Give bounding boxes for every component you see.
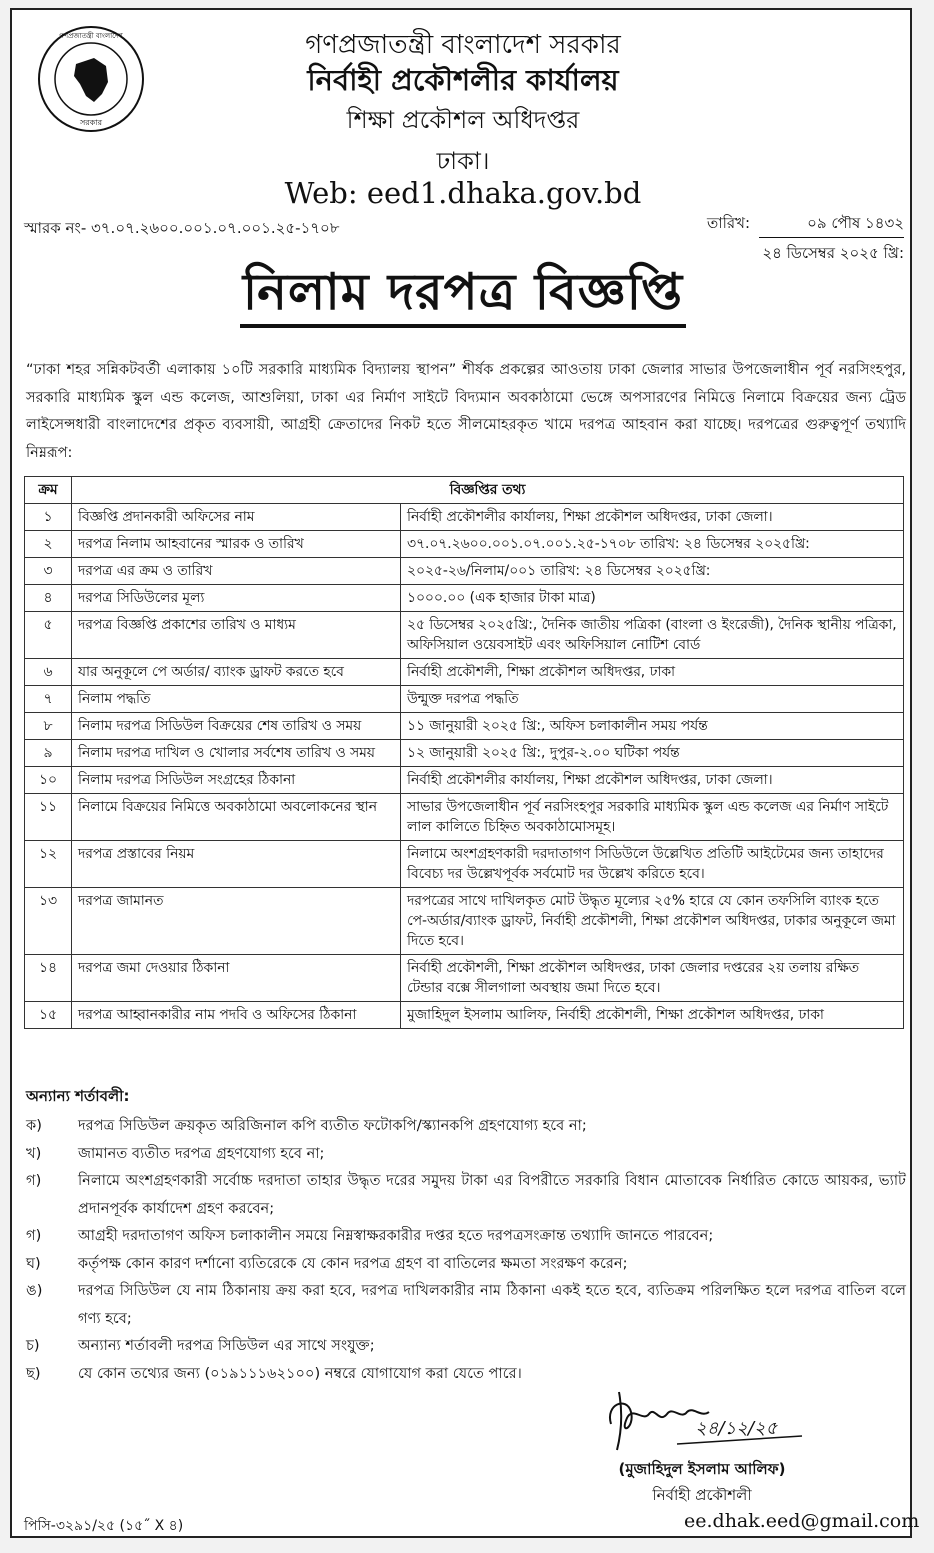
table-head-serial: ক্রম: [25, 477, 72, 504]
condition-item: [26, 1250, 906, 1278]
table-row: [25, 740, 904, 767]
condition-text: অন্যান্য শর্তাবলী দরপত্র সিডিউল এর সাথে সংযুক্ত;: [78, 1337, 375, 1354]
condition-label: গ): [26, 1227, 42, 1244]
row-serial: ৮: [25, 713, 72, 740]
table-row: [25, 713, 904, 740]
condition-item: [26, 1222, 906, 1250]
department-name: শিক্ষা প্রকৌশল অধিদপ্তর: [346, 106, 580, 134]
table-head-info: বিজ্ঞপ্তির তথ্য: [72, 477, 904, 504]
condition-label: ঘ): [26, 1254, 41, 1272]
signatory-name: (মুজাহিদুল ইসলাম আলিফ): [618, 1460, 786, 1478]
row-serial: ১০: [25, 767, 72, 794]
pc-number: পিসি-৩২৯১/২৫ (১৫˝ X ৪): [24, 1518, 184, 1534]
table-row: [25, 841, 904, 888]
condition-label: ক): [26, 1117, 42, 1134]
row-serial: ১: [25, 504, 72, 531]
condition-text: যে কোন তথ্যের জন্য (০১৯১১১৬২১০০) নম্বরে যোগাযোগ করা যেতে পারে।: [78, 1364, 522, 1382]
notice-info-table: [24, 476, 904, 1029]
row-label: নিলাম দরপত্র দাখিল ও খোলার সর্বশেষ তারিখ ও সময়: [72, 740, 401, 767]
seal-top-text: গণপ্রজাতন্ত্রী বাংলাদেশ: [59, 32, 123, 40]
table-row: [25, 955, 904, 1002]
row-value: উন্মুক্ত দরপত্র পদ্ধতি: [401, 686, 904, 713]
row-value: সাভার উপজেলাধীন পূর্ব নরসিংহপুর সরকারি মাধ্যমিক স্কুল এন্ড কলেজ এর নির্মাণ সাইটে লাল কালিতে চিহ্নিত অবকাঠামোসমূহ।: [401, 794, 904, 841]
condition-item: [26, 1167, 906, 1222]
table-row: [25, 1002, 904, 1029]
row-value: ১২ জানুয়ারী ২০২৫ খ্রি:, দুপুর-২.০০ ঘটিকা পর্যন্ত: [401, 740, 904, 767]
signatory-designation: নির্বাহী প্রকৌশলী: [652, 1486, 752, 1504]
condition-item: [26, 1360, 906, 1388]
row-serial: ৬: [25, 659, 72, 686]
table-row: [25, 686, 904, 713]
row-serial: ১৩: [25, 888, 72, 955]
conditions-list: [26, 1112, 906, 1387]
row-value: নিলামে অংশগ্রহণকারী দরদাতাগণ সিডিউলে উল্লেখিত প্রতিটি আইটেমের জন্য তাহাদের বিবেচ্য দর উল্লেখপূর্বক সর্বমোট দর উল্লেখ করিতে হবে।: [401, 841, 904, 888]
table-row: [25, 767, 904, 794]
condition-text: দরপত্র সিডিউল ক্রয়কৃত অরিজিনাল কপি ব্যতীত ফটোকপি/স্ক্যানকপি গ্রহণযোগ্য হবে না;: [78, 1117, 587, 1134]
row-label: দরপত্র জমা দেওয়ার ঠিকানা: [72, 955, 401, 1002]
table-row: [25, 659, 904, 686]
row-serial: ৫: [25, 612, 72, 659]
condition-label: গ): [26, 1172, 42, 1189]
row-serial: ১১: [25, 794, 72, 841]
row-serial: ৯: [25, 740, 72, 767]
condition-text: কর্তৃপক্ষ কোন কারণ দর্শানো ব্যতিরেকে যে কোন দরপত্র গ্রহণ বা বাতিলের ক্ষমতা সংরক্ষণ করেন;: [78, 1254, 628, 1272]
website-url[interactable]: Web: eed1.dhaka.gov.bd: [284, 176, 642, 210]
row-value: মুজাহিদুল ইসলাম আলিফ, নির্বাহী প্রকৌশলী, শিক্ষা প্রকৌশল অধিদপ্তর, ঢাকা: [401, 1002, 904, 1029]
city-name: ঢাকা।: [436, 147, 490, 175]
condition-item: [26, 1277, 906, 1332]
condition-label: ছ): [26, 1364, 41, 1382]
condition-text: দরপত্র সিডিউল যে নাম ঠিকানায় ক্রয় করা হবে, দরপত্র দাখিলকারীর নাম ঠিকানা একই হতে হবে, ব্যতিক্রম পরিলক্ষিত হলে দরপত্র বাতিল বলে গণ্য হবে;: [78, 1282, 906, 1327]
row-value: ৩৭.০৭.২৬০০.০০১.০৭.০০১.২৫-১৭০৮ তারিখ: ২৪ ডিসেম্বর ২০২৫খ্রি:: [401, 531, 904, 558]
government-name: গণপ্রজাতন্ত্রী বাংলাদেশ সরকার: [305, 30, 621, 60]
row-label: নিলামে বিক্রয়ের নিমিত্তে অবকাঠামো অবলোকনের স্থান: [72, 794, 401, 841]
contact-email[interactable]: ee.dhak.eed@gmail.com: [684, 1510, 920, 1532]
condition-text: নিলামে অংশগ্রহণকারী সর্বোচ্চ দরদাতা তাহার উদ্ধৃত দরের সমুদয় টাকা এর বিপরীতে সরকারি বিধান মোতাবেক নির্ধারিত কোডে আয়কর, ভ্যাট প্রদানপূর্বক কার্যাদেশ গ্রহণ করবেন;: [78, 1172, 906, 1217]
row-label: দরপত্র সিডিউলের মূল্য: [72, 585, 401, 612]
row-label: যার অনুকূলে পে অর্ডার/ ব্যাংক ড্রাফট করতে হবে: [72, 659, 401, 686]
row-value: নির্বাহী প্রকৌশলীর কার্যালয়, শিক্ষা প্রকৌশল অধিদপ্তর, ঢাকা জেলা।: [401, 767, 904, 794]
table-row: [25, 504, 904, 531]
row-value: ১০০০.০০ (এক হাজার টাকা মাত্র): [401, 585, 904, 612]
row-value: ১১ জানুয়ারী ২০২৫ খ্রি:, অফিস চলাকালীন সময় পর্যন্ত: [401, 713, 904, 740]
row-value: নির্বাহী প্রকৌশলীর কার্যালয়, শিক্ষা প্রকৌশল অধিদপ্তর, ঢাকা জেলা।: [401, 504, 904, 531]
condition-item: [26, 1140, 906, 1168]
date-english: ২৪ ডিসেম্বর ২০২৫ খ্রি:: [762, 244, 904, 262]
condition-text: জামানত ব্যতীত দরপত্র গ্রহণযোগ্য হবে না;: [78, 1144, 325, 1162]
conditions-heading: অন্যান্য শর্তাবলী:: [26, 1087, 130, 1105]
condition-label: খ): [26, 1144, 42, 1162]
row-serial: ৩: [25, 558, 72, 585]
date-label: তারিখ:: [707, 214, 751, 232]
table-row: [25, 531, 904, 558]
office-name: নির্বাহী প্রকৌশলীর কার্যালয়: [307, 63, 619, 97]
row-serial: ১৫: [25, 1002, 72, 1029]
row-label: নিলাম দরপত্র সিডিউল সংগ্রহের ঠিকানা: [72, 767, 401, 794]
row-value: নির্বাহী প্রকৌশলী, শিক্ষা প্রকৌশল অধিদপ্তর, ঢাকা: [401, 659, 904, 686]
condition-item: [26, 1112, 906, 1140]
row-value: দরপত্রের সাথে দাখিলকৃত মোট উদ্ধৃত মূল্যের ২৫% হারে যে কোন তফসিলি ব্যাংক হতে পে-অর্ডার/ব্যাংক ড্রাফট, নির্বাহী প্রকৌশলী, শিক্ষা প্রকৌশল অধিদপ্তর, ঢাকার অনুকূলে জমা দিতে হবে।: [401, 888, 904, 955]
signature-date: ২৪/১২/২৫: [695, 1418, 778, 1439]
row-label: দরপত্র নিলাম আহবানের স্মারক ও তারিখ: [72, 531, 401, 558]
row-label: দরপত্র জামানত: [72, 888, 401, 955]
seal-bottom-text: সরকার: [79, 118, 103, 127]
row-label: নিলাম পদ্ধতি: [72, 686, 401, 713]
row-value: ২৫ ডিসেম্বর ২০২৫খ্রি:, দৈনিক জাতীয় পত্রিকা (বাংলা ও ইংরেজী), দৈনিক স্থানীয় পত্রিকা, অফিসিয়াল ওয়েবসাইট এবং অফিসিয়াল নোটিশ বোর্ড: [401, 612, 904, 659]
notice-title: নিলাম দরপত্র বিজ্ঞপ্তি: [240, 260, 686, 328]
table-row: [25, 612, 904, 659]
row-label: দরপত্র এর ক্রম ও তারিখ: [72, 558, 401, 585]
table-row: [25, 888, 904, 955]
condition-label: চ): [26, 1337, 40, 1354]
condition-item: [26, 1332, 906, 1360]
row-label: বিজ্ঞপ্তি প্রদানকারী অফিসের নাম: [72, 504, 401, 531]
notice-page: [10, 8, 920, 1538]
table-row: [25, 794, 904, 841]
condition-label: ঙ): [26, 1282, 43, 1299]
condition-text: আগ্রহী দরদাতাগণ অফিস চলাকালীন সময়ে নিম্নস্বাক্ষরকারীর দপ্তর হতে দরপত্রসংক্রান্ত তথ্যাদি জানতে পারবেন;: [78, 1227, 714, 1244]
row-value: ২০২৫-২৬/নিলাম/০০১ তারিখ: ২৪ ডিসেম্বর ২০২৫খ্রি:: [401, 558, 904, 585]
row-serial: ৪: [25, 585, 72, 612]
table-row: [25, 585, 904, 612]
signature-icon: [597, 1384, 807, 1464]
row-label: নিলাম দরপত্র সিডিউল বিক্রয়ের শেষ তারিখ ও সময়: [72, 713, 401, 740]
memo-number: স্মারক নং- ৩৭.০৭.২৬০০.০০১.০৭.০০১.২৫-১৭০৮: [24, 219, 340, 237]
row-serial: ২: [25, 531, 72, 558]
table-row: [25, 558, 904, 585]
row-label: দরপত্র প্রস্তাবের নিয়ম: [72, 841, 401, 888]
row-value: নির্বাহী প্রকৌশলী, শিক্ষা প্রকৌশল অধিদপ্তর, ঢাকা জেলার দপ্তরের ২য় তলায় রক্ষিত টেন্ডার বক্সে সীলগালা অবস্থায় জমা দিতে হবে।: [401, 955, 904, 1002]
row-serial: ১২: [25, 841, 72, 888]
intro-paragraph: “ঢাকা শহর সন্নিকটবর্তী এলাকায় ১০টি সরকারি মাধ্যমিক বিদ্যালয় স্থাপন” শীর্ষক প্রকল্পের আওতায় ঢাকা জেলার সাভার উপজেলাধীন পূর্ব নরসিংহপুর, সরকারি মাধ্যমিক স্কুল এন্ড কলেজ, আশুলিয়া, ঢাকা এর নির্মাণ সাইটে বিদ্যমান অবকাঠামো ভেঙ্গে অপসারণের নিমিত্তে নিলামে বিক্রয়ের জন্য ট্রেড লাইসেন্সধারী বাংলাদেশের প্রকৃত ব্যবসায়ী, আগ্রহী ক্রেতাদের নিকট হতে সীলমোহরকৃত খামে দরপত্র আহবান করা যাচ্ছে। দরপত্রের গুরুত্বপূর্ণ তথ্যাদি নিম্নরূপ:: [26, 361, 906, 461]
row-label: দরপত্র আহ্বানকারীর নাম পদবি ও অফিসের ঠিকানা: [72, 1002, 401, 1029]
date-bangla: ০৯ পৌষ ১৪৩২: [759, 212, 904, 238]
row-serial: ৭: [25, 686, 72, 713]
row-label: দরপত্র বিজ্ঞপ্তি প্রকাশের তারিখ ও মাধ্যম: [72, 612, 401, 659]
row-serial: ১৪: [25, 955, 72, 1002]
